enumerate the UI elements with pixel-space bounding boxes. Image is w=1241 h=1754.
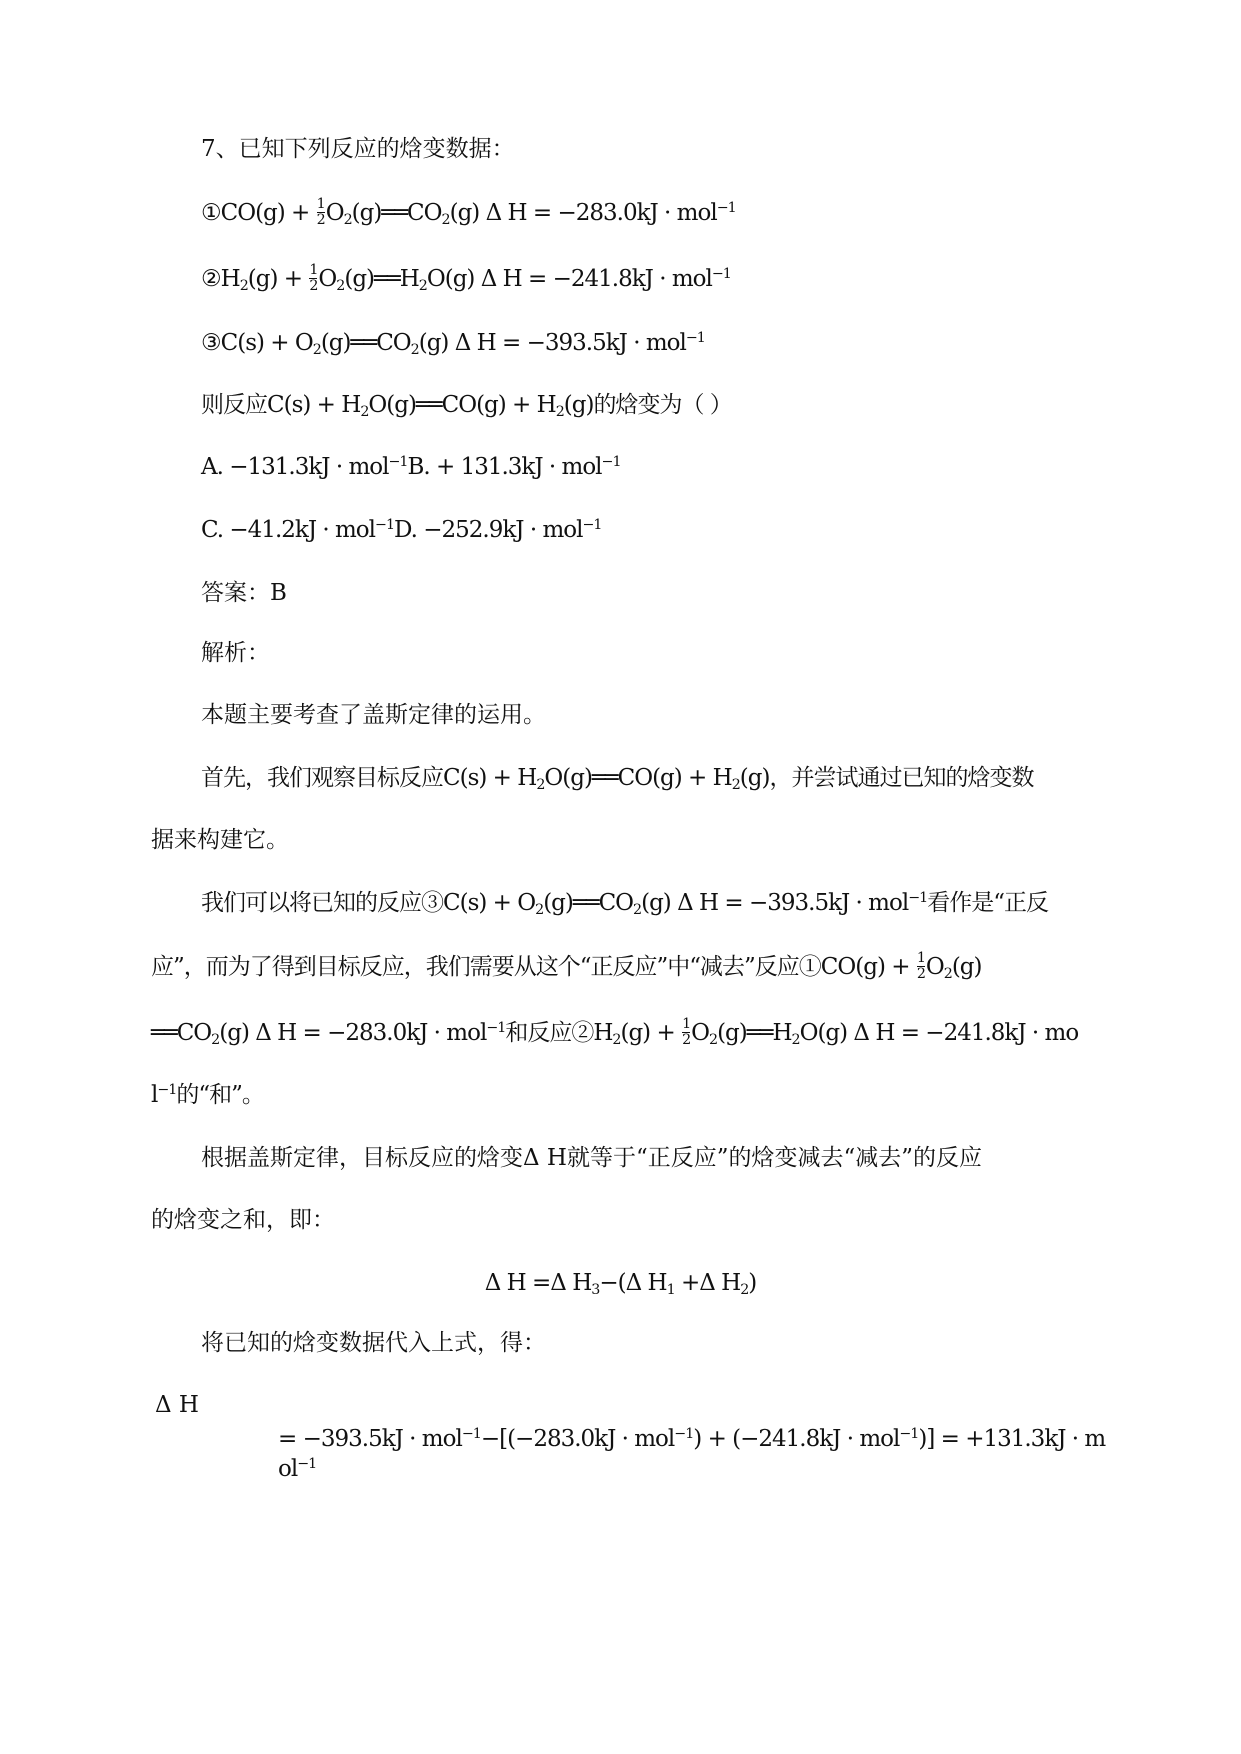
- option-a: A. −131.3kJ · mol: [201, 454, 389, 480]
- analysis-paragraph-2-line-2: 据来构建它。: [151, 827, 289, 853]
- analysis-paragraph-4-line-1: 根据盖斯定律，目标反应的焓变Δ H就等于“正反应”的焓变减去“减去”的反应: [201, 1145, 983, 1171]
- calc-lhs: Δ H: [155, 1392, 199, 1418]
- options-ab: A. −131.3kJ · mol$^{-1}$B. + 131.3kJ · mol$^{-1}$: [201, 454, 621, 480]
- reaction-3: ③C(s) + $O_2(g)══CO_2(g)$ Δ H = −393.5kJ · mol$^{-1}$: [201, 330, 705, 359]
- analysis-paragraph-3-line-1: 我们可以将已知的反应③C(s) + $O_2(g)══CO_2(g)$ Δ H = −393.5kJ · mol$^{-1}$看作是“正反: [201, 890, 1048, 919]
- analysis-paragraph-2-line-1: 首先，我们观察目标反应$C(s) + H_2O(g)══CO(g) + H_2(g)$，并尝试通过已知的焓变数: [201, 765, 1034, 794]
- analysis-paragraph-3-line-3: $══CO_2(g)$ Δ H = −283.0kJ · mol$^{-1}$和反应$②H_2(g)$ + $\frac{1}{2}$ $O_2(g)══H_2O(g)$ Δ H = −241.8kJ · mo: [151, 1016, 1079, 1049]
- option-b: B. + 131.3kJ · mol: [407, 454, 602, 480]
- analysis-paragraph-1: 本题主要考查了盖斯定律的运用。: [201, 702, 546, 728]
- analysis-paragraph-3-line-4: $l^{-1}$的“和”。: [151, 1082, 264, 1108]
- hess-formula: Δ H =Δ $H_3-(\Delta$ $H_1 +\Delta$ $H_2$): [484, 1270, 757, 1299]
- analysis-paragraph-4-line-2: 的焓变之和，即：: [151, 1207, 335, 1233]
- question-stem: 则反应$C(s) + H_2O(g)══CO(g) + H_2(g)$的焓变为（ ）: [201, 392, 732, 421]
- analysis-label: 解析：: [201, 640, 270, 666]
- option-c: C. −41.2kJ · mol: [201, 517, 375, 543]
- option-d: D. −252.9kJ · mol: [394, 517, 583, 543]
- analysis-paragraph-5: 将已知的焓变数据代入上式，得：: [201, 1330, 546, 1356]
- calc-line-2: $ol^{-1}$: [278, 1456, 317, 1482]
- question-title: 7、已知下列反应的焓变数据：: [201, 136, 515, 162]
- answer: 答案：B: [201, 580, 287, 606]
- calc-line-1: = −393.5kJ · mol$^{-1}$−[(−283.0kJ · mol$^{-1}$) + (−241.8kJ · mol$^{-1}$)] = +131.3kJ · m: [278, 1426, 1106, 1452]
- analysis-paragraph-3-line-2: 应”，而为了得到目标反应，我们需要从这个“正反应”中“减去”反应①CO(g) + $\frac{1}{2}$ $O_2(g)$: [151, 950, 982, 983]
- options-cd: C. −41.2kJ · mol$^{-1}$D. −252.9kJ · mol$^{-1}$: [201, 517, 602, 543]
- reaction-1: ①CO(g) + $\frac{1}{2}$ $O_2(g)══CO_2(g)$ Δ H = −283.0kJ · mol$^{-1}$: [201, 196, 736, 229]
- reaction-2: $②H_2(g)$ + $\frac{1}{2}$ $O_2(g)══H_2O(g)$ Δ H = −241.8kJ · mol$^{-1}$: [201, 262, 731, 295]
